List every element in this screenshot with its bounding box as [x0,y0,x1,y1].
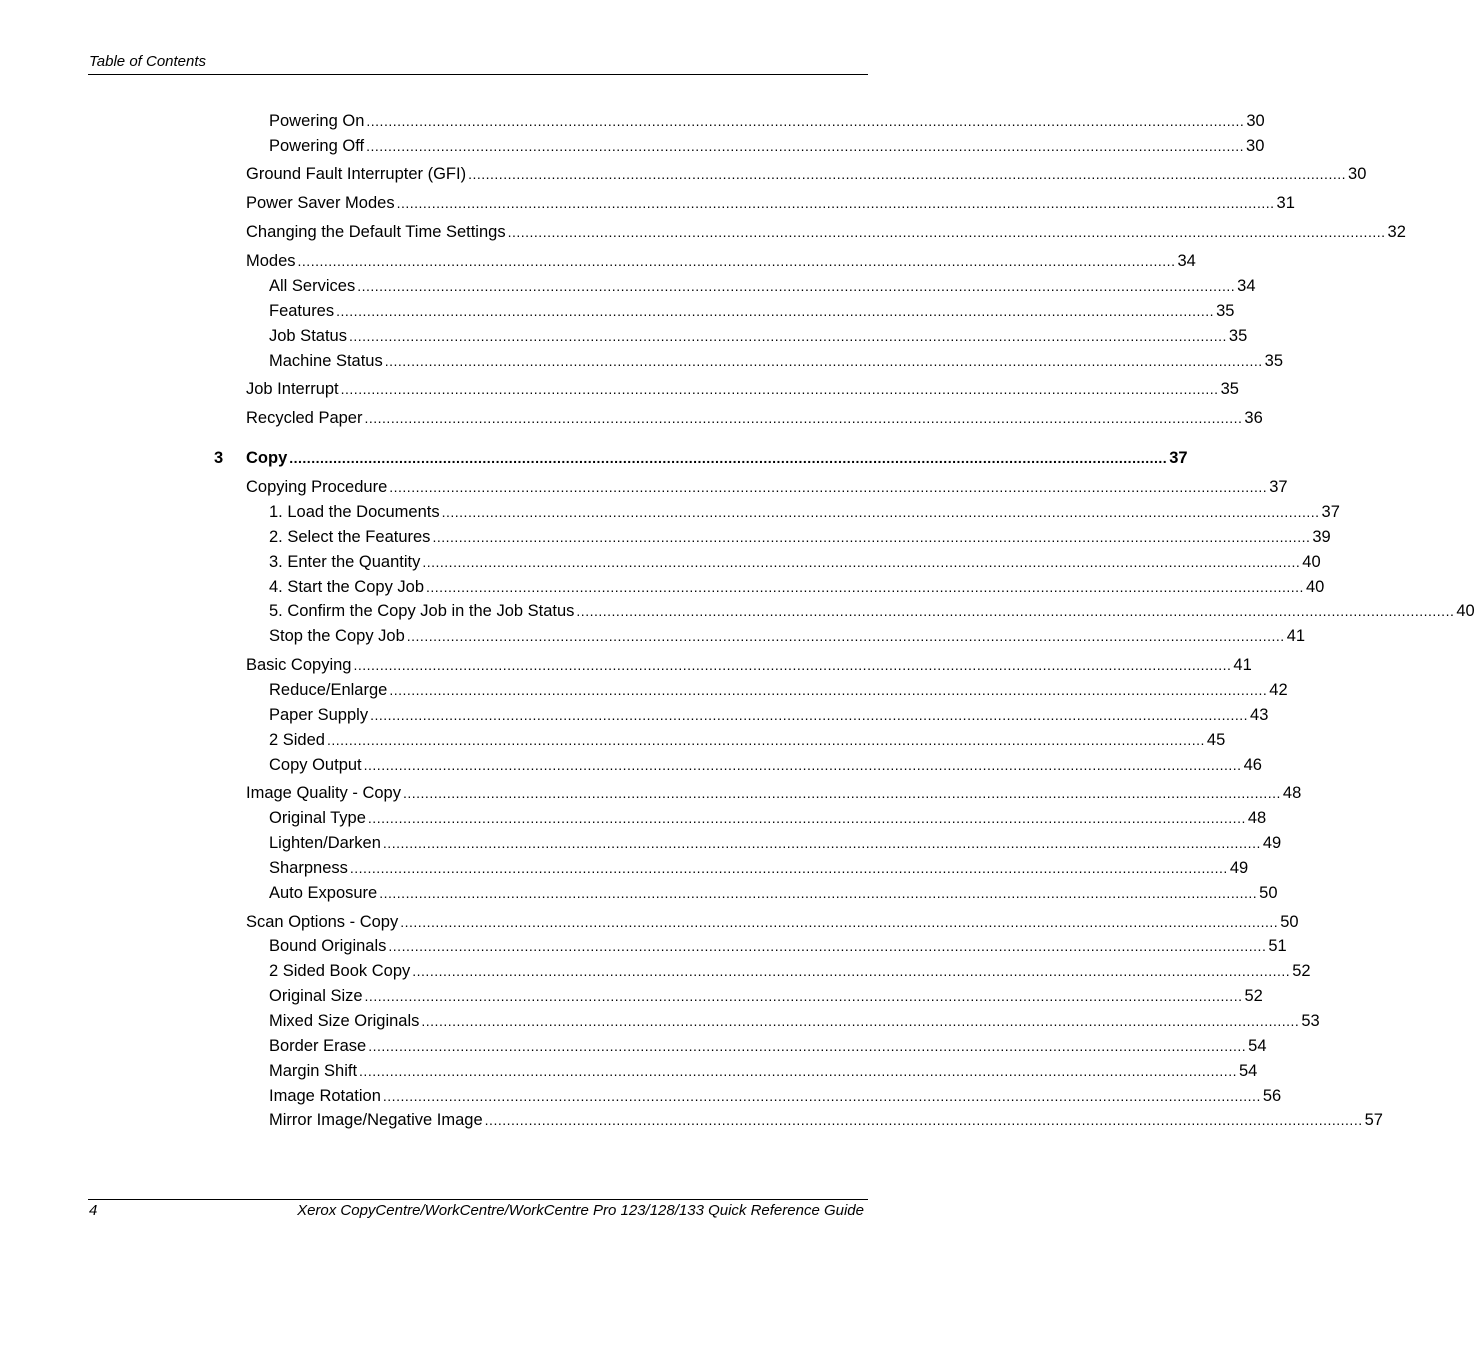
toc-entry-page: 37 [1169,449,1188,467]
toc-entry[interactable] [246,250,1196,272]
toc-entry-label: Basic Copying [246,656,352,674]
toc-entry-label: Copy [246,449,288,467]
dot-leader: ........................................................................................................................................................................................................ [400,914,1279,930]
dot-leader: ........................................................................................................................................................................................................ [402,785,1281,801]
toc-entry[interactable] [269,1035,1267,1057]
toc-entry[interactable] [269,960,1311,982]
toc-entry-page: 31 [1276,194,1295,212]
toc-entry-label: Copy Output [269,756,362,774]
toc-entry[interactable] [269,300,1235,322]
toc-entry[interactable] [269,576,1325,598]
toc-entry-page: 36 [1244,409,1263,427]
toc-entry[interactable] [269,135,1265,157]
toc-entry-page: 50 [1280,913,1299,931]
toc-entry-label: Lighten/Darken [269,834,381,852]
toc-entry-label: Powering Off [269,137,365,155]
dot-leader: ........................................................................................................................................................................................................ [507,224,1386,240]
toc-entry[interactable] [246,782,1302,804]
dot-leader: ........................................................................................................................................................................................................ [364,988,1243,1004]
toc-entry-page: 49 [1229,859,1249,877]
dot-leader: ........................................................................................................................................................................................................ [364,410,1243,426]
toc-entry-label: Reduce/Enlarge [269,681,388,699]
dot-leader: ........................................................................................................................................................................................................ [379,885,1258,901]
toc-entry-label: Machine Status [269,352,383,370]
dot-leader: ........................................................................................................................................................................................................ [389,479,1268,495]
toc-entry-label: Image Rotation [269,1087,381,1105]
toc-entry-page: 48 [1247,809,1267,827]
toc-entry-page: 42 [1269,681,1288,699]
toc-entry-label: Auto Exposure [269,884,378,902]
dot-leader: ........................................................................................................................................................................................................ [396,195,1275,211]
toc-entry-page: 30 [1246,137,1265,155]
toc-entry[interactable] [269,882,1278,904]
dot-leader: ........................................................................................................................................................................................................ [336,303,1215,319]
toc-entry-label: 4. Start the Copy Job [269,578,425,596]
toc-entry-page: 49 [1262,834,1282,852]
toc-entry-page: 35 [1220,380,1239,398]
toc-entry-label: Powering On [269,112,365,130]
toc-entry-label: Original Size [269,987,363,1005]
toc-entry-label: 5. Confirm the Copy Job in the Job Status [269,602,575,620]
toc-entry-page: 39 [1312,528,1331,546]
toc-entry-label: Margin Shift [269,1062,358,1080]
toc-entry-page: 34 [1177,252,1196,270]
dot-leader: ........................................................................................................................................................................................................ [359,1063,1237,1079]
toc-entry[interactable] [269,679,1288,701]
header-rule [88,74,868,75]
toc-entry-label: Changing the Default Time Settings [246,223,506,241]
dot-leader: ........................................................................................................................................................................................................ [353,657,1232,673]
toc-entry-page: 53 [1301,1012,1320,1030]
dot-leader: ........................................................................................................................................................................................................ [468,166,1347,182]
toc-entry[interactable] [246,911,1299,933]
dot-leader: ........................................................................................................................................................................................................ [366,113,1245,129]
toc-entry[interactable] [269,857,1249,879]
toc-entry[interactable] [246,192,1295,214]
footer-page-number: 4 [89,1202,98,1219]
dot-leader: ........................................................................................................................................................................................................ [349,860,1228,876]
dot-leader: ........................................................................................................................................................................................................ [368,1038,1247,1054]
toc-entry[interactable] [269,1010,1320,1032]
toc-entry-label: Ground Fault Interrupter (GFI) [246,165,467,183]
dot-leader: ........................................................................................................................................................................................................ [363,757,1242,773]
toc-entry-label: Scan Options - Copy [246,913,399,931]
toc-entry-label: 1. Load the Documents [269,503,440,521]
toc-entry[interactable] [246,221,1406,243]
toc-chapter-entry[interactable] [246,447,1188,469]
toc-entry-page: 54 [1238,1062,1258,1080]
dot-leader: ........................................................................................................................................................................................................ [388,938,1267,954]
dot-leader: ........................................................................................................................................................................................................ [297,253,1176,269]
toc-entry[interactable] [269,325,1248,347]
toc-entry-label: Bound Originals [269,937,387,955]
dot-leader: ........................................................................................................................................................................................................ [384,353,1263,369]
dot-leader: ........................................................................................................................................................................................................ [406,628,1285,644]
toc-entry-page: 35 [1264,352,1284,370]
toc-entry[interactable] [246,163,1367,185]
footer-rule [88,1199,868,1200]
toc-entry[interactable] [269,985,1263,1007]
toc-entry[interactable] [246,476,1288,498]
toc-entry[interactable] [269,1109,1383,1131]
dot-leader: ........................................................................................................................................................................................................ [426,579,1304,595]
dot-leader: ........................................................................................................................................................................................................ [441,504,1320,520]
toc-entry-label: 3. Enter the Quantity [269,553,421,571]
header-title: Table of Contents [89,53,207,70]
toc-entry-page: 45 [1206,731,1226,749]
dot-leader: ........................................................................................................................................................................................................ [432,529,1311,545]
toc-entry-label: Mirror Image/Negative Image [269,1111,483,1129]
toc-entry[interactable] [269,501,1340,523]
dot-leader: ........................................................................................................................................................................................................ [422,554,1301,570]
toc-entry-page: 52 [1244,987,1263,1005]
toc-entry-label: Copying Procedure [246,478,388,496]
toc-entry-label: Power Saver Modes [246,194,395,212]
dot-leader: ........................................................................................................................................................................................................ [421,1013,1300,1029]
toc-entry[interactable] [269,704,1269,726]
toc-entry[interactable] [269,935,1287,957]
toc-entry-page: 41 [1233,656,1252,674]
toc-entry-label: Paper Supply [269,706,369,724]
toc-entry-page: 37 [1321,503,1340,521]
dot-leader: ........................................................................................................................................................................................................ [382,835,1261,851]
toc-entry-label: 2 Sided Book Copy [269,962,411,980]
toc-entry-page: 40 [1302,553,1321,571]
toc-entry-label: 2. Select the Features [269,528,431,546]
toc-entry[interactable] [269,754,1262,776]
toc-entry[interactable] [269,729,1226,751]
toc-entry-label: Original Type [269,809,366,827]
toc-entry-page: 35 [1216,302,1235,320]
toc-entry-label: Image Quality - Copy [246,784,401,802]
toc-entry[interactable] [269,600,1475,622]
dot-leader: ........................................................................................................................................................................................................ [370,707,1249,723]
toc-entry-page: 51 [1268,937,1287,955]
toc-entry-label: Stop the Copy Job [269,627,405,645]
toc-entry[interactable] [246,407,1263,429]
dot-leader: ........................................................................................................................................................................................................ [326,732,1205,748]
toc-entry[interactable] [269,526,1331,548]
toc-entry-page: 34 [1237,277,1256,295]
chapter-number: 3 [214,449,224,467]
toc-entry-page: 41 [1286,627,1306,645]
dot-leader: ........................................................................................................................................................................................................ [382,1088,1261,1104]
dot-leader: ........................................................................................................................................................................................................ [289,450,1168,466]
dot-leader: ........................................................................................................................................................................................................ [576,603,1455,619]
dot-leader: ........................................................................................................................................................................................................ [357,278,1236,294]
toc-entry-page: 46 [1243,756,1262,774]
toc-entry[interactable] [269,110,1265,132]
toc-entry-page: 30 [1246,112,1265,130]
toc-entry-page: 56 [1262,1087,1282,1105]
toc-entry-label: Sharpness [269,859,348,877]
toc-entry-label: Features [269,302,335,320]
dot-leader: ........................................................................................................................................................................................................ [340,381,1219,397]
toc-entry-page: 54 [1248,1037,1267,1055]
toc-entry-page: 32 [1387,223,1406,241]
dot-leader: ........................................................................................................................................................................................................ [366,138,1245,154]
toc-entry-page: 43 [1250,706,1269,724]
toc-entry[interactable] [269,832,1282,854]
toc-entry-page: 40 [1305,578,1325,596]
toc-entry-label: All Services [269,277,356,295]
toc-entry-page: 40 [1456,602,1475,620]
toc-entry[interactable] [269,551,1321,573]
toc-entry-page: 37 [1269,478,1288,496]
toc-entry[interactable] [246,654,1252,676]
toc-entry[interactable] [246,378,1239,400]
toc-entry[interactable] [269,1085,1282,1107]
toc-entry-label: Modes [246,252,296,270]
toc-entry-label: 2 Sided [269,731,325,749]
toc-entry[interactable] [269,1060,1258,1082]
dot-leader: ........................................................................................................................................................................................................ [348,328,1227,344]
dot-leader: ........................................................................................................................................................................................................ [412,963,1291,979]
toc-entry-label: Job Status [269,327,347,345]
toc-entry[interactable] [269,625,1306,647]
toc-entry-page: 48 [1282,784,1302,802]
dot-leader: ........................................................................................................................................................................................................ [367,810,1246,826]
footer-document-title: Xerox CopyCentre/WorkCentre/WorkCentre Pro 123/128/133 Quick Reference Guide [297,1202,864,1219]
toc-entry-page: 50 [1259,884,1278,902]
dot-leader: ........................................................................................................................................................................................................ [484,1112,1363,1128]
toc-entry-page: 30 [1348,165,1367,183]
toc-entry-page: 35 [1228,327,1248,345]
toc-entry-label: Mixed Size Originals [269,1012,420,1030]
toc-entry[interactable] [269,807,1267,829]
dot-leader: ........................................................................................................................................................................................................ [389,682,1268,698]
toc-entry[interactable] [269,275,1256,297]
toc-entry-label: Recycled Paper [246,409,363,427]
toc-entry-page: 52 [1292,962,1311,980]
toc-entry-label: Job Interrupt [246,380,339,398]
toc-entry-page: 57 [1364,1111,1383,1129]
toc-entry-label: Border Erase [269,1037,367,1055]
toc-entry[interactable] [269,350,1284,372]
